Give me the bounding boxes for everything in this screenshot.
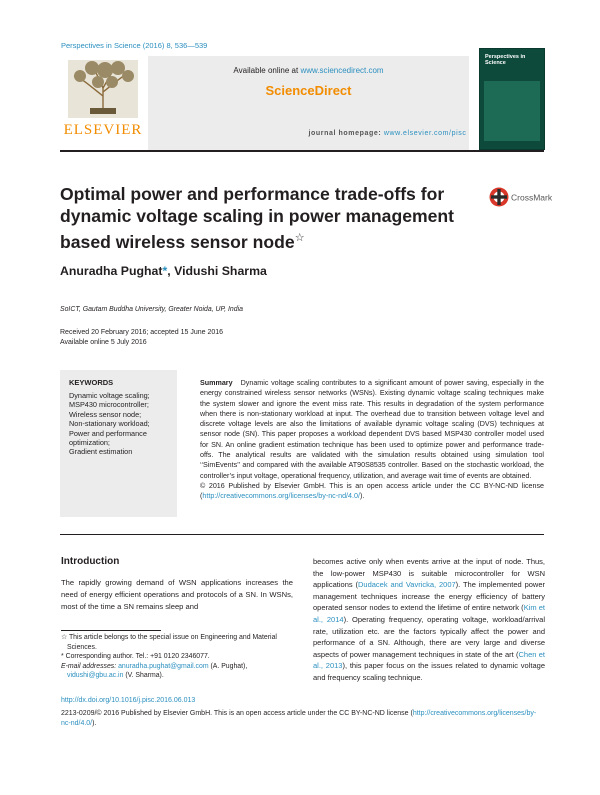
cover-title: Perspectives in Science xyxy=(485,54,526,66)
intro-text: ). The implemented power management techniques increase the energy efficiency of battery operated sensor nodes to extend the lifetime of entire network ( xyxy=(313,580,545,613)
footnote-rule xyxy=(61,630,161,631)
author-name[interactable]: Anuradha Pughat xyxy=(60,264,163,278)
footnotes xyxy=(61,633,294,681)
email-label: E-mail addresses: xyxy=(61,662,119,670)
title-footnote-mark[interactable]: ☆ xyxy=(294,232,305,244)
keyword-item: MSP430 microcontroller; xyxy=(69,400,149,410)
abstract-license xyxy=(200,481,544,502)
keywords-list xyxy=(69,391,173,457)
license-link[interactable]: http://creativecommons.org/licenses/by-nc-nd/4.0/ xyxy=(202,492,360,501)
keyword-item: Gradient estimation xyxy=(69,447,133,457)
journal-banner xyxy=(148,56,469,150)
abstract-text: Dynamic voltage scaling contributes to a significant amount of power saving, especially in the energy constrained wireless sensor networks (WSNs). Existing dynamic voltage scaling techniques make the system slower and ignore the event miss rate. This results in degradation of the system performance when there is non-stationary workload at input. The overhead due to transition between voltage level and discrete voltage levels are also the limitations of available dynamic voltage scaling (DVS) techniques at sensor node (SN). This paper proposes a workload dependent DVS based MSP430 controller model used for SN. An online gradient estimation technique has been used to optimize power and performance trade-offs. The analytical results are validated with the simulation results obtained using simulation tool ‘‘SimEvents’’ and compared with the available AT90S8535 controller. Based on the stochastic workload, the controller’s input voltage, operational frequency, utilization, and average wait time of events are obtained. xyxy=(200,379,544,480)
crossmark-label: CrossMark xyxy=(511,192,553,203)
keyword-item: Dynamic voltage scaling; xyxy=(69,391,150,400)
doi-link[interactable]: http://dx.doi.org/10.1016/j.pisc.2016.06.013 xyxy=(61,697,196,704)
intro-column-2 xyxy=(313,556,545,684)
corresponding-mark[interactable]: * xyxy=(162,264,168,278)
section-heading: Introduction xyxy=(61,556,120,567)
license-end: ). xyxy=(359,492,365,501)
elsevier-wordmark: ELSEVIER xyxy=(63,122,143,138)
copyright-text: 2213-0209/© 2016 Published by Elsevier GmbH. This is an open access article under the CC BY-NC-ND license ( xyxy=(61,710,413,717)
journal-reference[interactable]: Perspectives in Science (2016) 8, 536—539 xyxy=(61,41,208,50)
available-online xyxy=(148,66,469,75)
affiliation: SoICT, Gautam Buddha University, Greater Noida, UP, India xyxy=(60,306,243,313)
citation-link[interactable]: Chen et al., 2013 xyxy=(313,649,545,671)
received-date: Received 20 February 2016; accepted 15 June 2016 xyxy=(60,329,224,336)
online-date: Available online 5 July 2016 xyxy=(60,339,147,346)
authors xyxy=(60,264,267,278)
footnote-emails xyxy=(61,662,294,681)
keyword-item: Power and performance optimization; xyxy=(69,428,147,448)
citation-link[interactable]: Kim et al., 2014 xyxy=(313,603,545,624)
intro-text: becomes active only when events arrive at the input of node. Thus, the low-power MSP430 is suitable microcontroller for WSN applications ( xyxy=(313,557,545,590)
elsevier-logo xyxy=(60,56,146,140)
abstract xyxy=(200,378,544,502)
intro-column-1: The rapidly growing demand of WSN applications increases the need of energy efficient operations and protocols of a SN. In WSNs, most of the time a SN remains sleep and xyxy=(61,578,293,612)
cover-image xyxy=(484,81,540,141)
sciencedirect-logo[interactable]: ScienceDirect xyxy=(265,83,352,98)
crossmark-icon[interactable] xyxy=(489,185,553,209)
abstract-label: Summary xyxy=(200,379,233,387)
footnote: * Corresponding author. Tel.: +91 0120 2346077. xyxy=(61,653,210,661)
sciencedirect-link[interactable]: www.sciencedirect.com xyxy=(300,66,384,75)
article-title xyxy=(60,183,465,253)
keywords-box xyxy=(60,370,177,517)
email-text: (A. Pughat), xyxy=(208,662,248,670)
journal-cover[interactable] xyxy=(479,48,545,150)
intro-text: ), this paper focus on the issues related to dynamic voltage and frequency scaling technique. xyxy=(313,661,545,682)
email-link[interactable]: anuradha.pughat@gmail.com xyxy=(118,662,209,670)
intro-text: ). Operating frequency, operating voltage, workload/arrival rate, utilization etc. are the factors typically affect the power and performance of a SN. Although, there are very large and diverse aspects of power management techniques in state of the art ( xyxy=(313,614,545,659)
journal-homepage xyxy=(148,130,469,137)
footnote: ☆ This article belongs to the special issue on Engineering and Material Sciences. xyxy=(61,634,277,651)
license-link[interactable]: http://creativecommons.org/licenses/by-nc-nd/4.0/ xyxy=(61,710,537,728)
homepage-label: journal homepage: xyxy=(308,130,384,137)
keyword-item: Wireless sensor node; xyxy=(69,409,142,419)
title-text: Optimal power and performance trade-offs for dynamic voltage scaling in power management based wireless sensor node xyxy=(60,184,455,252)
author-separator: , xyxy=(167,264,175,278)
author-name[interactable]: Vidushi Sharma xyxy=(174,264,267,278)
citation-link[interactable]: Dudacek and Vavricka, 2007 xyxy=(357,580,456,590)
available-label: Available online at xyxy=(233,66,301,75)
license-text: © 2016 Published by Elsevier GmbH. This is an open access article under the CC BY-NC-ND license ( xyxy=(200,481,544,501)
article-dates xyxy=(60,328,223,348)
homepage-link[interactable]: www.elsevier.com/pisc xyxy=(383,130,467,137)
email-text: (V. Sharma). xyxy=(123,672,164,680)
section-rule xyxy=(60,534,544,535)
header-rule xyxy=(60,150,544,152)
email-link[interactable]: vidushi@gbu.ac.in xyxy=(67,672,124,680)
copyright-notice xyxy=(61,709,545,729)
copyright-end: ). xyxy=(92,720,97,728)
keywords-title: KEYWORDS xyxy=(69,378,114,387)
keyword-item: Non-stationary workload; xyxy=(69,419,150,429)
